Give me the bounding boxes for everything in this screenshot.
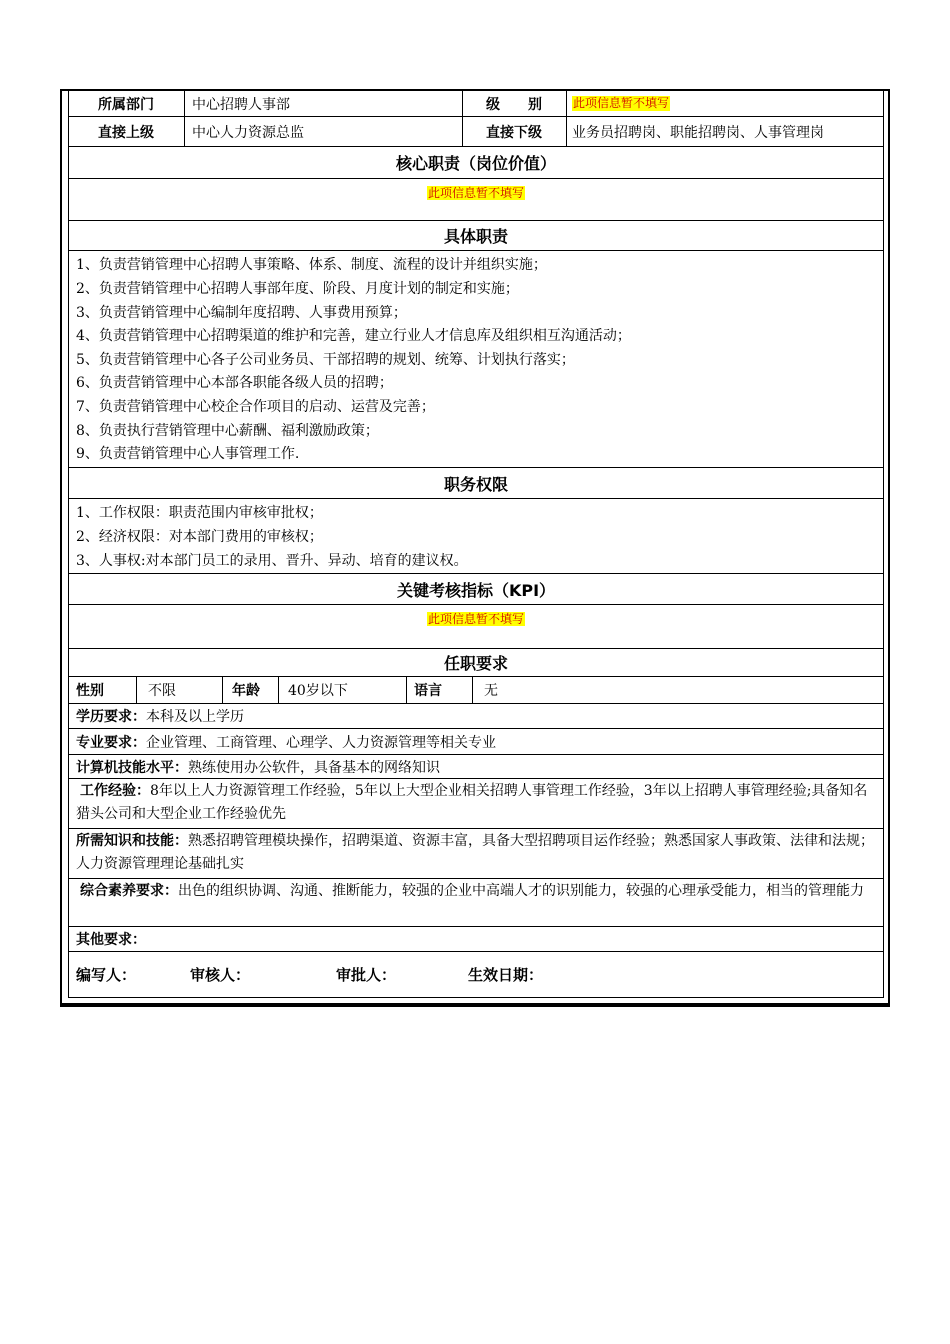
age-value: 40岁以下 [288,683,348,699]
signoff-row [68,952,884,998]
reviewer-label: 审核人： [190,966,251,984]
major-row [68,729,884,755]
other-row [68,927,884,952]
kpi-note: 此项信息暂不填写 [427,612,524,626]
level-label: 级 别 [486,96,542,113]
computer-label: 计算机技能水平： [76,759,188,776]
requirements-title-row [68,649,884,677]
kpi-title-row [68,574,884,605]
level-value-cell [572,91,882,116]
skill-value: 熟悉招聘管理模块操作，招聘渠道、资源丰富，具备大型招聘项目运作经验；熟悉国家人事政策、法律和法规；人力资源管理理论基础扎实 [76,833,874,872]
subordinate-label: 直接下级 [486,124,542,141]
authority-item: 2、经济权限：对本部门费用的审核权； [76,529,323,545]
core-body-row [68,179,884,221]
duty-item: 9、负责营销管理中心人事管理工作. [76,446,300,462]
kpi-body-row [68,605,884,649]
superior-label: 直接上级 [98,124,154,141]
dept-row [68,91,884,117]
duties-title-row [68,221,884,251]
duties-body-row [68,251,884,468]
date-label: 生效日期： [468,966,544,984]
authority-title-row [68,468,884,499]
superior-value: 中心人力资源总监 [192,124,304,141]
other-label: 其他要求： [76,932,146,948]
dept-label: 所属部门 [98,96,154,113]
authority-item: 3、人事权:对本部门员工的录用、晋升、异动、培育的建议权。 [76,553,468,569]
quality-value: 出色的组织协调、沟通、推断能力，较强的企业中高端人才的识别能力，较强的心理承受能力，相当的管理能力 [178,883,864,899]
core-note: 此项信息暂不填写 [427,186,524,200]
quality-row [68,879,884,927]
edu-label: 学历要求： [76,709,146,725]
dept-value: 中心招聘人事部 [192,96,290,113]
duty-item: 1、负责营销管理中心招聘人事策略、体系、制度、流程的设计并组织实施； [76,257,547,273]
approver-label: 审批人： [336,966,397,984]
authority-item: 1、工作权限：职责范围内审核审批权； [76,505,323,521]
lang-label: 语言 [414,683,442,699]
duties-title: 具体职责 [443,227,508,246]
computer-row [68,755,884,779]
authority-body-row [68,499,884,574]
subordinate-value: 业务员招聘岗、职能招聘岗、人事管理岗 [572,124,824,141]
duty-item: 7、负责营销管理中心校企合作项目的启动、运营及完善； [76,399,435,415]
core-title-row [68,147,884,179]
superior-row [68,117,884,147]
writer-label: 编写人： [76,966,137,984]
duty-item: 8、负责执行营销管理中心薪酬、福利激励政策； [76,423,379,439]
core-title: 核心职责（岗位价值） [395,154,556,173]
edu-row [68,704,884,729]
job-description-table [60,89,890,1007]
experience-row [68,779,884,829]
duty-item: 3、负责营销管理中心编制年度招聘、人事费用预算； [76,305,407,321]
experience-value: 8年以上人力资源管理工作经验，5年以上大型企业相关招聘人事管理工作经验，3年以上招聘人事管理经验;具备知名猎头公司和大型企业工作经验优先 [76,783,868,822]
quality-label: 综合素养要求： [80,883,178,899]
major-label: 专业要求： [76,734,146,751]
duty-item: 6、负责营销管理中心本部各职能各级人员的招聘； [76,375,393,391]
edu-value: 本科及以上学历 [146,709,244,725]
duty-item: 2、负责营销管理中心招聘人事部年度、阶段、月度计划的制定和实施； [76,281,519,297]
skill-label: 所需知识和技能： [76,833,188,849]
level-value: 此项信息暂不填写 [573,96,670,110]
kpi-title: 关键考核指标（KPI） [396,580,556,600]
lang-value: 无 [484,683,498,699]
experience-label: 工作经验： [80,783,150,799]
gender-label: 性别 [76,683,104,699]
duty-item: 4、负责营销管理中心招聘渠道的维护和完善，建立行业人才信息库及组织相互沟通活动； [76,328,631,344]
requirements-title: 任职要求 [443,654,508,673]
gender-value: 不限 [148,683,176,699]
computer-value: 熟练使用办公软件，具备基本的网络知识 [188,759,440,776]
authority-title: 职务权限 [443,474,508,494]
duty-item: 5、负责营销管理中心各子公司业务员、干部招聘的规划、统筹、计划执行落实； [76,352,575,368]
age-label: 年龄 [232,683,260,699]
major-value: 企业管理、工商管理、心理学、人力资源管理等相关专业 [146,734,496,751]
basic-req-row [68,677,884,704]
skill-row [68,829,884,879]
